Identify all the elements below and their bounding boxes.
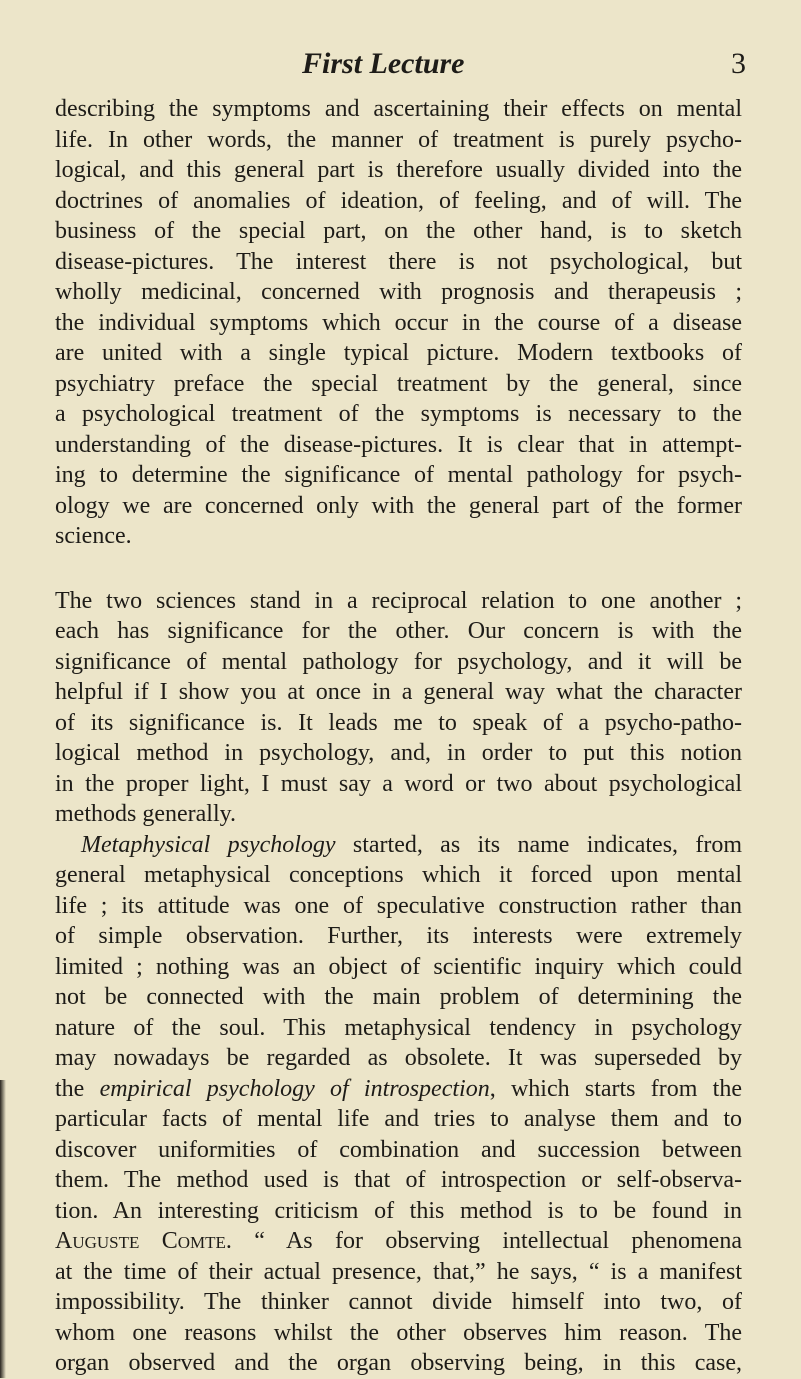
text-line: psychiatry preface the special treatment by the general, since	[55, 370, 742, 397]
paragraph-1	[55, 94, 742, 552]
paragraph-2	[55, 586, 742, 830]
text-line: not be connected with the main problem of determining the	[55, 984, 742, 1010]
text-line: wholly medicinal, concerned with prognosis and therapeusis ;	[55, 279, 742, 305]
text-line: particular facts of mental life and tries to analyse them and to	[55, 1106, 742, 1132]
text-line: nature of the soul. This metaphysical tendency in psychology	[55, 1014, 742, 1041]
text-run: the	[55, 1075, 100, 1102]
text-line: helpful if I show you at once in a general way what the character	[55, 679, 742, 705]
text-run: , which starts from the	[489, 1075, 742, 1102]
text-line: logical method in psychology, and, in order to put this notion	[55, 740, 742, 766]
italic-term: empirical psychology of introspection	[99, 1075, 490, 1102]
text-line: The two sciences stand in a reciprocal relation to one another ;	[55, 587, 742, 614]
text-line: limited ; nothing was an object of scientific inquiry which could	[55, 953, 742, 980]
text-line: general metaphysical conceptions which it forced upon mental	[55, 862, 742, 888]
page-edge-shadow	[0, 1080, 6, 1378]
text-line: ology we are concerned only with the general part of the former	[55, 492, 742, 519]
text-line: logical, and this general part is therefore usually divided into the	[55, 157, 742, 183]
text-line: science.	[55, 523, 132, 549]
text-line: of simple observation. Further, its interests were extremely	[55, 923, 742, 949]
text-line: are united with a single typical picture. Modern textbooks of	[55, 340, 742, 366]
page-number: 3	[731, 47, 746, 80]
text-line: may nowadays be regarded as obsolete. It was superseded by	[55, 1045, 742, 1071]
text-line: life. In other words, the manner of treatment is purely psycho-	[55, 126, 742, 153]
text-line: a psychological treatment of the symptoms is necessary to the	[55, 401, 742, 427]
text-line: discover uniformities of combination and succession between	[55, 1136, 742, 1163]
text-line	[55, 1226, 742, 1257]
text-line	[55, 830, 742, 861]
text-line: in the proper light, I must say a word or two about psychological	[55, 770, 742, 797]
text-line: the individual symptoms which occur in the course of a disease	[55, 309, 742, 336]
text-line: disease-pictures. The interest there is not psychological, but	[55, 248, 742, 275]
text-line: business of the special part, on the other hand, is to sketch	[55, 218, 742, 244]
paragraph-gap	[55, 552, 742, 586]
paragraph-3	[55, 830, 742, 1379]
text-line: organ observed and the organ observing being, in this case,	[55, 1350, 742, 1376]
text-line: of its significance is. It leads me to speak of a psycho-patho-	[55, 709, 742, 736]
text-run: “ As for observing intellectual phenomena	[231, 1228, 742, 1254]
text-line: understanding of the disease-pictures. It is clear that in attempt-	[55, 431, 742, 458]
text-line: describing the symptoms and ascertaining their effects on mental	[55, 96, 742, 122]
text-line: whom one reasons whilst the other observes him reason. The	[55, 1319, 742, 1346]
text-line: impossibility. The thinker cannot divide himself into two, of	[55, 1289, 742, 1315]
italic-term: Metaphysical psychology	[81, 831, 336, 858]
text-line: significance of mental pathology for psychology, and it will be	[55, 648, 742, 675]
text-line: doctrines of anomalies of ideation, of feeling, and of will. The	[55, 187, 742, 214]
text-line: life ; its attitude was one of speculative construction rather than	[55, 892, 742, 919]
text-line: at the time of their actual presence, that,” he says, “ is a manifest	[55, 1258, 742, 1285]
body-text	[55, 94, 742, 1379]
author-name: Auguste Comte.	[55, 1228, 232, 1254]
text-line: tion. An interesting criticism of this method is to be found in	[55, 1197, 742, 1224]
text-line	[55, 1074, 742, 1105]
text-line: ing to determine the significance of mental pathology for psych-	[55, 462, 742, 488]
text-line: each has significance for the other. Our concern is with the	[55, 618, 742, 644]
running-title: First Lecture	[302, 47, 465, 80]
text-run: started, as its name indicates, from	[335, 831, 742, 858]
text-line: them. The method used is that of introspection or self-observa-	[55, 1167, 742, 1193]
text-line: methods generally.	[55, 801, 237, 827]
